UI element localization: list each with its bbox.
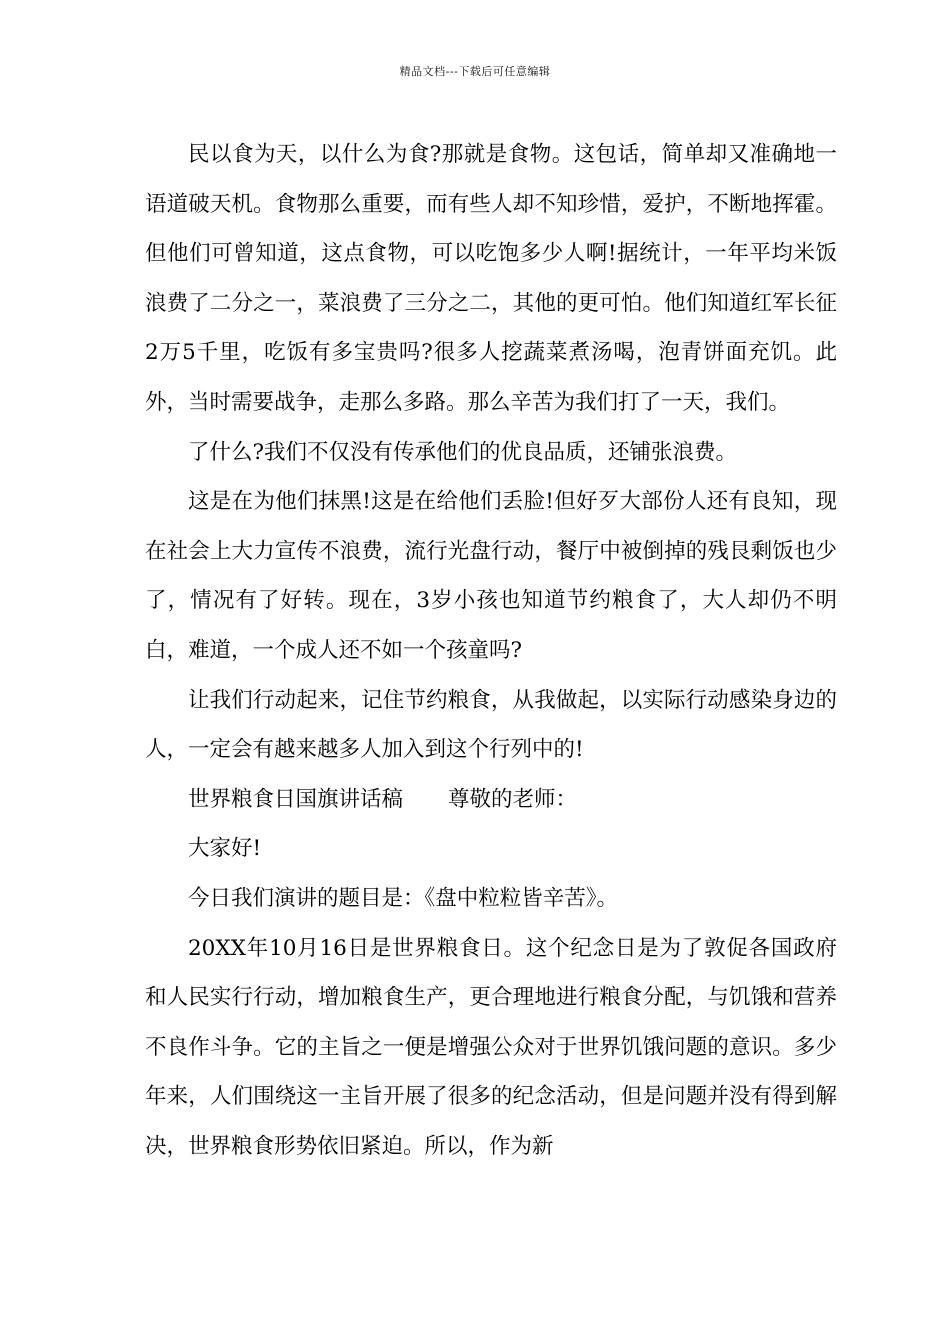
paragraph-5: [145, 775, 837, 825]
salutation: 尊敬的老师：: [448, 786, 578, 812]
paragraph-4: 让我们行动起来，记住节约粮食，从我做起，以实际行动感染身边的人，一定会有越来越多人加入到这个行列中的!: [145, 687, 837, 763]
paragraph-8: 20XX年10月16日是世界粮食日。这个纪念日是为了敦促各国政府和人民实行行动，增加粮食生产，更合理地进行粮食分配，与饥饿和营养不良作斗争。它的主旨之一便是增强公众对于世界饥饿问题的意识。多少年来，人们围绕这一主旨开展了很多的纪念活动，但是问题并没有得到解决，世界粮食形势依旧紧迫。所以，作为新: [145, 935, 837, 1159]
paragraph-3: 这是在为他们抹黑!这是在给他们丢脸!但好歹大部份人还有良知，现在社会上大力宣传不浪费，流行光盘行动，餐厅中被倒掉的残艮剩饭也少了，情况有了好转。现在，3岁小孩也知道节约粮食了，大人却仍不明白，难道，一个成人还不如一个孩童吗?: [145, 489, 837, 663]
document-body: [145, 130, 837, 1171]
paragraph-6: 大家好!: [188, 836, 262, 862]
page-header: 精品文档---下载后可任意编辑: [399, 65, 551, 78]
speech-title: 世界粮食日国旗讲话稿: [188, 786, 404, 812]
paragraph-2: 了什么?我们不仅没有传承他们的优良品质，还铺张浪费。: [188, 439, 738, 465]
paragraph-7: 今日我们演讲的题目是：《盘中粒粒皆辛苦》。: [188, 885, 619, 911]
paragraph-1: 民以食为天，以什么为食?那就是食物。这包话，简单却又准确地一语道破天机。食物那么重要，而有些人却不知珍惜，爱护，不断地挥霍。但他们可曾知道，这点食物，可以吃饱多少人啊!据统计，一年平均米饭浪费了二分之一，菜浪费了三分之二，其他的更可怕。他们知道红军长征2万5千里，吃饭有多宝贵吗?很多人挖蔬菜煮汤喝，泡青饼面充饥。此外，当时需要战争，走那么多路。那么辛苦为我们打了一天，我们。: [145, 142, 837, 415]
